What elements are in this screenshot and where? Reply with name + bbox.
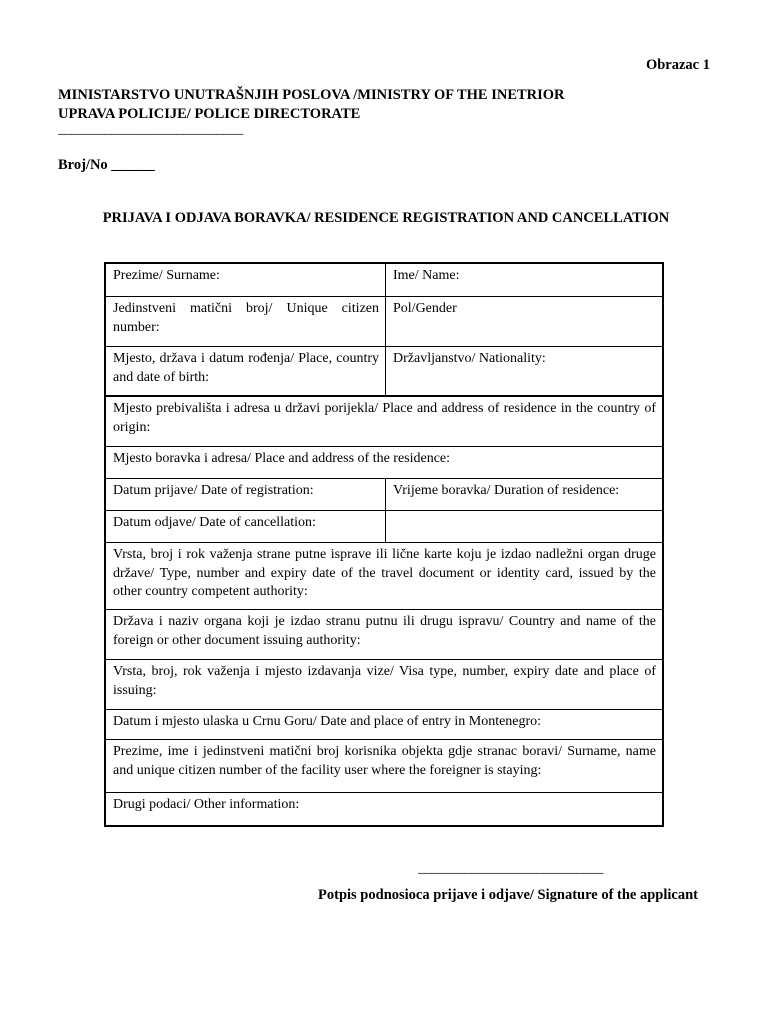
table-row: [106, 479, 662, 511]
form-number: Obrazac 1: [645, 57, 710, 73]
document-number-field: Broj/No ______: [58, 157, 155, 173]
facility-user-field[interactable]: Prezime, ime i jedinstveni matični broj korisnika objekta gdje stranac boravi/ Surname, name and unique citizen number of the facility user where the foreigner is staying:: [113, 744, 656, 778]
directorate-name: UPRAVA POLICIJE/ POLICE DIRECTORATE: [58, 106, 361, 122]
residence-place-field[interactable]: Mjesto boravka i adresa/ Place and address of the residence:: [113, 451, 451, 466]
signature-line[interactable]: ____________________________: [418, 861, 603, 876]
table-row: [106, 543, 662, 610]
issuing-authority-field[interactable]: Država i naziv organa koji je izdao stranu putnu ili drugu ispravu/ Country and name of the foreign or other document issuing authority:: [113, 614, 656, 648]
table-row: [106, 511, 662, 543]
other-info-field[interactable]: Drugi podaci/ Other information:: [113, 797, 300, 812]
table-row: [106, 397, 662, 447]
entry-field[interactable]: Datum i mjesto ulaska u Crnu Goru/ Date and place of entry in Montenegro:: [113, 714, 542, 729]
nationality-field[interactable]: Državljanstvo/ Nationality:: [385, 347, 662, 395]
duration-field[interactable]: Vrijeme boravka/ Duration of residence:: [385, 479, 662, 510]
empty-cell[interactable]: [385, 511, 662, 542]
table-row: [106, 710, 662, 740]
visa-field[interactable]: Vrsta, broj, rok važenja i mjesto izdavanja vize/ Visa type, number, expiry date and place of issuing:: [113, 664, 656, 698]
surname-field[interactable]: Prezime/ Surname:: [113, 268, 220, 283]
cancellation-date-field[interactable]: Datum odjave/ Date of cancellation:: [113, 515, 316, 530]
gender-field[interactable]: Pol/Gender: [385, 297, 662, 346]
table-row: [106, 347, 662, 397]
table-row: [106, 264, 662, 297]
birth-place-field[interactable]: Mjesto, država i datum rođenja/ Place, country and date of birth:: [113, 351, 379, 385]
registration-form-table: [104, 262, 664, 827]
registration-date-field[interactable]: Datum prijave/ Date of registration:: [113, 483, 314, 498]
table-row: [106, 740, 662, 793]
table-row: [106, 447, 662, 479]
form-title: PRIJAVA I ODJAVA BORAVKA/ RESIDENCE REGISTRATION AND CANCELLATION: [102, 210, 670, 226]
citizen-number-field[interactable]: Jedinstveni matični broj/ Unique citizen number:: [113, 301, 379, 335]
table-row: [106, 297, 662, 347]
residence-origin-field[interactable]: Mjesto prebivališta i adresa u državi porijekla/ Place and address of residence in the country of origin:: [113, 401, 656, 435]
table-row: [106, 793, 662, 825]
table-row: [106, 610, 662, 660]
table-row: [106, 660, 662, 710]
header-blank-line: ____________________________: [58, 122, 243, 137]
ministry-header: [58, 86, 565, 124]
ministry-name: MINISTARSTVO UNUTRAŠNJIH POSLOVA /MINISTRY OF THE INETRIOR: [58, 87, 565, 103]
name-field[interactable]: Ime/ Name:: [385, 264, 662, 296]
signature-label: Potpis podnosioca prijave i odjave/ Signature of the applicant: [318, 887, 698, 903]
travel-document-field[interactable]: Vrsta, broj i rok važenja strane putne isprave ili lične karte koju je izdao nadležni organ druge države/ Type, number and expiry date of the travel document or identity card, issued by the other country competent authority:: [113, 547, 656, 599]
